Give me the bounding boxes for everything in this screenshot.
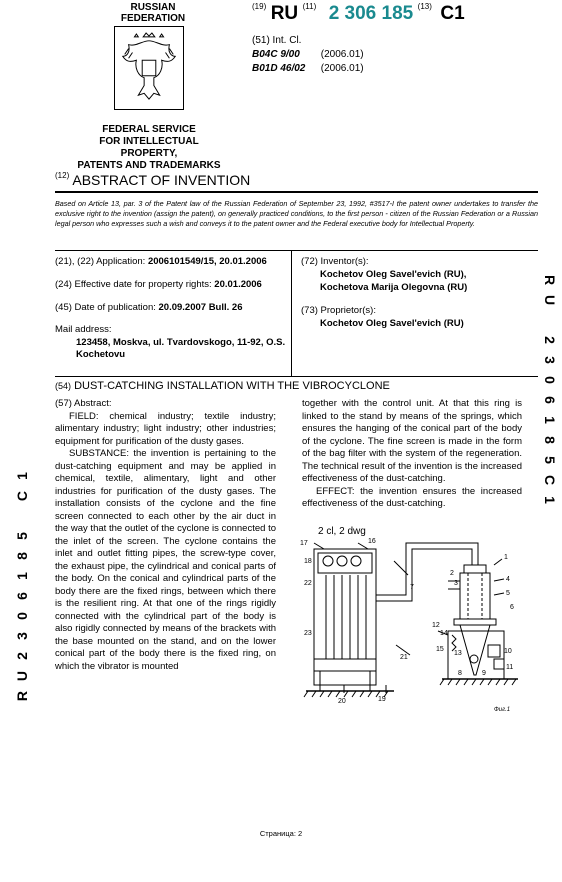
part-label-5: 5 (506, 590, 510, 597)
abstract-left-column (55, 398, 276, 673)
side-char: 0 (542, 376, 558, 384)
part-label-19: 19 (378, 696, 386, 703)
title-code: (54) (55, 381, 72, 391)
part-label-8: 8 (458, 670, 462, 677)
side-char: C (542, 474, 558, 486)
side-char: U (542, 294, 558, 306)
application-label: (21), (22) Application: (55, 256, 146, 267)
abstract-field: FIELD: chemical industry; textile industry; alimentary industry; light industry; other industries; equipment for purification of the dusty gases. (55, 410, 276, 447)
side-char: 5 (14, 532, 30, 540)
side-char: 3 (14, 632, 30, 640)
side-char: 8 (542, 436, 558, 444)
figure-caption: Фиг.1 (494, 707, 511, 713)
part-label-3: 3 (454, 580, 458, 587)
side-char: U (14, 670, 30, 682)
publication-value: 20.09.2007 Bull. 26 (158, 302, 243, 313)
part-label-6: 6 (510, 604, 514, 611)
service-line-1: FEDERAL SERVICE (102, 124, 196, 135)
mail-address-value: 123458, Moskva, ul. Tvardovskogo, 11-92, O.S. Kochetovu (76, 337, 286, 360)
abstract-code: (12) (55, 171, 70, 180)
figure-1-drawing (298, 535, 534, 715)
side-char: R (14, 690, 30, 702)
part-label-1: 1 (504, 554, 508, 561)
ipc-row (252, 62, 364, 76)
abstract-heading (55, 172, 250, 188)
ipc-row (252, 48, 364, 62)
part-label-18: 18 (304, 558, 312, 565)
patent-number: 2 306 185 (328, 3, 414, 24)
part-label-10: 10 (504, 648, 512, 655)
ipc-year: (2006.01) (320, 63, 364, 74)
code-11: (11) (302, 2, 317, 11)
inventors-label: (72) Inventor(s): (301, 256, 369, 267)
side-char (12, 506, 32, 526)
ipc-code: B04C 9/00 (252, 49, 300, 60)
side-char: 1 (542, 416, 558, 424)
side-code-right (540, 270, 560, 516)
abstract-label: (57) Abstract: (55, 398, 112, 409)
country-name: RUSSIAN FEDERATION (120, 2, 186, 24)
legal-note: Based on Article 13, par. 3 of the Patent law of the Russian Federation of September 23, 1992, #3517-I the patent owner undertakes to transfer the exclusive right to the invention (assign the patent), on generally practiced conditions, to the first person - citizen of the Russian Federation or a Russian legal person who expresses such a wish and conveys it to the patent owner and the Federal executive body for Intellectual Property. (55, 199, 538, 228)
invention-title (55, 380, 390, 392)
biblio-column-divider (291, 250, 292, 376)
inventor-1: Kochetov Oleg Savel'evich (RU), (320, 269, 467, 280)
side-char: 8 (14, 552, 30, 560)
service-line-3: PATENTS AND TRADEMARKS (77, 160, 221, 171)
publication-date-field (55, 302, 243, 314)
side-char: 1 (542, 496, 558, 504)
part-label-23: 23 (304, 630, 312, 637)
biblio-bottom-divider (55, 376, 538, 377)
publication-label: (45) Date of publication: (55, 302, 156, 313)
effective-label: (24) Effective date for property rights: (55, 279, 212, 290)
inventor-2: Kochetova Marija Olegovna (RU) (320, 282, 468, 293)
application-field (55, 256, 267, 268)
biblio-top-divider (55, 250, 538, 251)
effective-date-field (55, 279, 262, 291)
application-value: 2006101549/15, 20.01.2006 (147, 256, 267, 267)
side-char: 1 (14, 572, 30, 580)
part-label-2: 2 (450, 570, 454, 577)
side-code-left (12, 466, 32, 712)
part-label-7: 7 (410, 584, 414, 591)
claims-drawings-count: 2 cl, 2 dwg (318, 526, 366, 537)
coat-of-arms-emblem (114, 26, 184, 110)
abstract-heading-text: ABSTRACT OF INVENTION (72, 172, 251, 188)
abstract-substance: SUBSTANCE: the invention is pertaining to the dust-catching equipment and may be applied in chemical, textile, alimentary, light and other industries for purification of the dusty gases. The installation consists of the cyclone and the fine screen connected to each other by the air duct in the way that the outlet of the cyclone is connected to the inlet of the screen. The cyclone contains the inlet and outlet fitting pipes, the screw-type cover, the exhaust pipe, the cylindrical and conical parts of the body. On the conical and cylindrical parts of the body there are the fixed rings, between which there is the resilient ring. At that one of the rings rigidly connected with the cylindrical part of the body is also rigidly connected by means of the brackets with the base mounted on the stand, and on the lower conical part of the body there is the fixed ring, on which the vibrator is mounted (55, 448, 276, 672)
side-char: 2 (14, 652, 30, 660)
publication-header (252, 3, 465, 25)
part-label-16: 16 (368, 538, 376, 545)
ipc-code: B01D 46/02 (252, 63, 306, 74)
part-label-4: 4 (506, 576, 510, 583)
part-label-14: 14 (440, 630, 448, 637)
part-label-17: 17 (300, 540, 308, 547)
part-label-13: 13 (454, 650, 462, 657)
invention-title-text: DUST-CATCHING INSTALLATION WITH THE VIBROCYCLONE (74, 380, 390, 392)
ipc-year: (2006.01) (320, 49, 364, 60)
proprietor-label: (73) Proprietor(s): (301, 305, 376, 316)
side-char: R (542, 274, 558, 286)
side-char: 5 (542, 456, 558, 464)
side-char: 6 (542, 396, 558, 404)
code-19: (19) (252, 2, 267, 11)
part-label-22: 22 (304, 580, 312, 587)
abstract-substance-continued: together with the control unit. At that this ring is linked to the stand by means of the springs, which ensures the hanging of the conical part of the body of the cyclone. The fine screen is made in the form of the bag filter with the system of the regeneration. The technical result of the invention is the increased effectiveness of the dust-catching. (302, 398, 522, 484)
part-label-11: 11 (506, 664, 514, 671)
page-footer: Страница: 2 (259, 829, 303, 838)
abstract-right-column (302, 398, 522, 511)
side-char: C (14, 490, 30, 502)
side-char: 0 (14, 612, 30, 620)
service-line-2: FOR INTELLECTUAL PROPERTY, (99, 136, 199, 159)
abstract-effect: EFFECT: the invention ensures the increased effectiveness of the dust-catching. (302, 485, 522, 509)
side-char: 2 (542, 336, 558, 344)
part-label-12: 12 (432, 622, 440, 629)
proprietor-value: Kochetov Oleg Savel'evich (RU) (320, 318, 464, 329)
side-char: 1 (14, 472, 30, 480)
effective-value: 20.01.2006 (214, 279, 262, 290)
country-code: RU (270, 3, 299, 24)
int-cl-label: (51) Int. Cl. (252, 35, 302, 46)
kind-code: C1 (440, 3, 465, 24)
code-13: (13) (417, 2, 432, 11)
part-label-20: 20 (338, 698, 346, 705)
heading-divider (55, 191, 538, 193)
mail-address-label: Mail address: (55, 324, 112, 335)
part-label-21: 21 (400, 654, 408, 661)
part-label-9: 9 (482, 670, 486, 677)
side-char (540, 310, 560, 330)
federal-service-name (76, 124, 222, 172)
ipc-classification (252, 34, 364, 76)
part-label-15: 15 (436, 646, 444, 653)
side-char: 6 (14, 592, 30, 600)
side-char: 3 (542, 356, 558, 364)
